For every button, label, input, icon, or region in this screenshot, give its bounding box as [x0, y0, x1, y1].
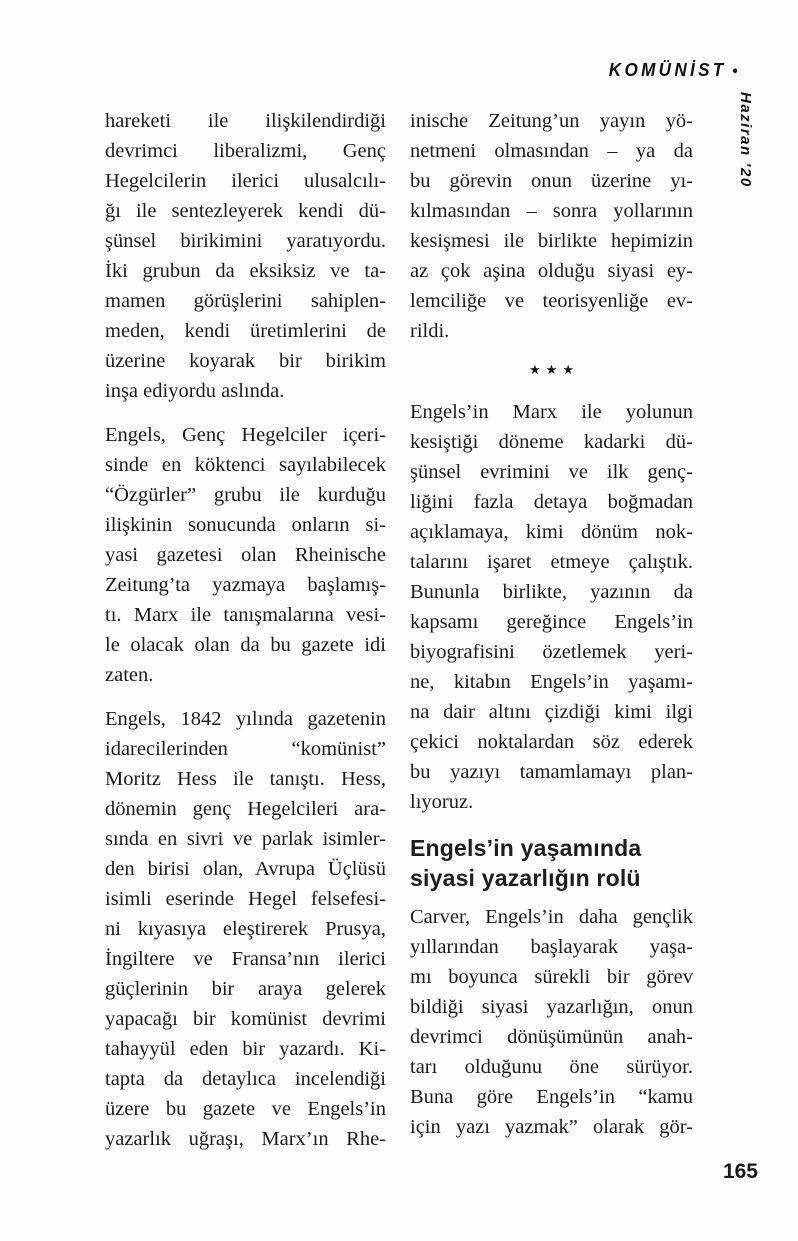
section-separator-stars: ★★★ [529, 362, 579, 377]
text-line: devrimci dönüşümünün anah- [410, 1026, 693, 1048]
text-line: mı boyunca sürekli bir görev [410, 966, 693, 988]
text-line: ni kıyasıya eleştirerek Prusya, [105, 918, 386, 940]
text-line: devrimci liberalizmi, Genç [105, 140, 386, 162]
section-heading [410, 833, 693, 893]
paragraph [105, 420, 386, 690]
text-line: Hegelcilerin ilerici ulusalcılı- [105, 170, 386, 192]
text-line: açıklamaya, kimi dönüm nok- [410, 521, 693, 543]
paragraph [410, 106, 693, 346]
text-line: bildiği siyasi yazarlığın, onun [410, 996, 693, 1018]
text-line: kesişmesi ile birlikte hepimizin [410, 230, 693, 252]
issue-date-vertical: Haziran ’20 [737, 92, 754, 188]
text-line: üzere bu gazete ve Engels’in [105, 1098, 386, 1120]
text-line: tahayyül eden bir yazardı. Ki- [105, 1038, 386, 1060]
text-line: na dair altını çizdiği kimi ilgi [410, 701, 693, 723]
text-column-right [410, 106, 693, 1156]
text-line: kılmasından – sonra yollarının [410, 200, 693, 222]
text-line: üzerine koyarak bir birikim [105, 350, 386, 372]
text-line: çekici noktalardan söz ederek [410, 731, 693, 753]
text-column-left [105, 106, 386, 1168]
text-line: zaten. [105, 664, 154, 686]
text-line: Engels, 1842 yılında gazetenin [105, 708, 386, 730]
text-line: Engels, Genç Hegelciler içeri- [105, 424, 386, 446]
section-heading-line: Engels’in yaşamında [410, 835, 642, 861]
text-line: rildi. [410, 320, 450, 342]
text-line: hareketi ile ilişkilendirdiği [105, 110, 386, 132]
text-line: Moritz Hess ile tanıştı. Hess, [105, 768, 386, 790]
text-line: inische Zeitung’un yayın yö- [410, 110, 693, 132]
text-line: “Özgürler” grubu ile kurduğu [105, 484, 386, 506]
text-line: yasi gazetesi olan Rheinische [105, 544, 386, 566]
text-line: Carver, Engels’in daha gençlik [410, 906, 693, 928]
text-line: tarı olduğunu öne sürüyor. [410, 1056, 693, 1078]
text-line: isimli eserinde Hegel felsefesi- [105, 888, 386, 910]
text-line: şünsel evrimini ve ilk genç- [410, 461, 693, 483]
text-line: tı. Marx ile tanışmalarına vesi- [105, 604, 386, 626]
text-line: Bununla birlikte, yazının da [410, 581, 693, 603]
text-line: talarını işaret etmeye çalıştık. [410, 551, 693, 573]
journal-title-text: KOMÜNİST [609, 60, 727, 80]
text-line: netmeni olmasından – ya da [410, 140, 693, 162]
text-line: bu yazıyı tamamlamayı plan- [410, 761, 693, 783]
text-line: Engels’in Marx ile yolunun [410, 401, 693, 423]
text-line: güçlerinin bir araya gelerek [105, 978, 386, 1000]
paragraph [410, 902, 693, 1142]
text-line: biyografisini özetlemek yeri- [410, 641, 693, 663]
journal-title [609, 60, 738, 81]
text-line: bu görevin onun üzerine yı- [410, 170, 693, 192]
text-line: ilişkinin sonucunda onların si- [105, 514, 386, 536]
text-line: az çok aşina olduğu siyasi ey- [410, 260, 693, 282]
text-line: mamen görüşlerini sahiplen- [105, 290, 386, 312]
text-line: sinde en köktenci sayılabilecek [105, 454, 386, 476]
header-bullet: • [732, 63, 738, 80]
text-line: için yazı yazmak” olarak gör- [410, 1116, 693, 1138]
text-line: şünsel birikimini yaratıyordu. [105, 230, 386, 252]
text-line: idarecilerinden “komünist” [105, 738, 386, 760]
text-line: lıyoruz. [410, 791, 474, 813]
page-number: 165 [722, 1160, 758, 1183]
text-line: ğı ile sentezleyerek kendi dü- [105, 200, 386, 222]
text-line: meden, kendi üretimlerini de [105, 320, 386, 342]
text-line: kapsamı gereğince Engels’in [410, 611, 693, 633]
text-line: Buna göre Engels’in “kamu [410, 1086, 693, 1108]
paragraph [105, 704, 386, 1154]
text-line: yapacağı bir komünist devrimi [105, 1008, 386, 1030]
text-line: ne, kitabın Engels’in yaşamı- [410, 671, 693, 693]
text-line: den birisi olan, Avrupa Üçlüsü [105, 858, 386, 880]
text-line: dönemin genç Hegelcileri ara- [105, 798, 386, 820]
text-line: tapta da detaylıca incelendiği [105, 1068, 386, 1090]
text-line: le olacak olan da bu gazete idi [105, 634, 386, 656]
text-line: kesiştiği döneme kadarki dü- [410, 431, 693, 453]
text-line: liğini fazla detaya boğmadan [410, 491, 693, 513]
text-line: inşa ediyordu aslında. [105, 380, 285, 402]
text-line: yazarlık uğraşı, Marx’ın Rhe- [105, 1128, 386, 1150]
text-line: yıllarından başlayarak yaşa- [410, 936, 693, 958]
text-line: İngiltere ve Fransa’nın ilerici [105, 948, 386, 970]
paragraph [105, 106, 386, 406]
text-line: Zeitung’ta yazmaya başlamış- [105, 574, 386, 596]
section-heading-line: siyasi yazarlığın rolü [410, 865, 641, 891]
paragraph [410, 397, 693, 817]
text-line: lemciliğe ve teorisyenliğe ev- [410, 290, 693, 312]
text-line: İki grubun da eksiksiz ve ta- [105, 260, 386, 282]
text-line: sında en sivri ve parlak isimler- [105, 828, 386, 850]
